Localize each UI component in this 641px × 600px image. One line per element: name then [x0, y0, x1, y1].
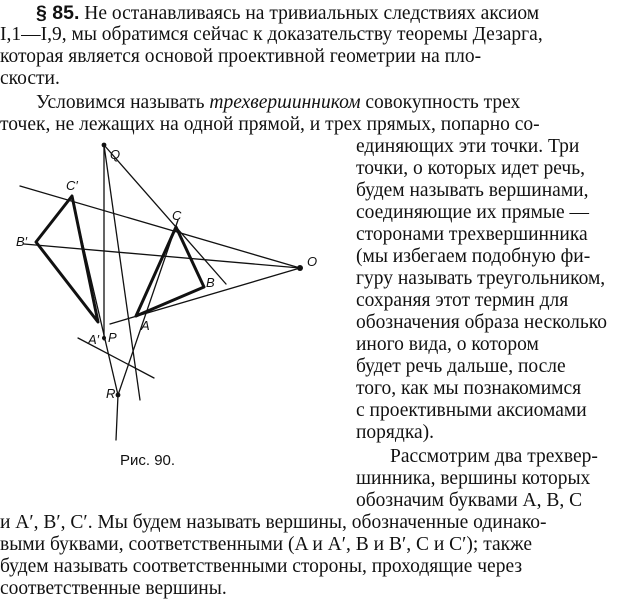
- text-line-4: скости.: [0, 68, 60, 89]
- point-O: [297, 265, 303, 271]
- point-P: [102, 336, 106, 340]
- wrap-line: шинника, вершины которых: [356, 468, 591, 489]
- label-R: R: [106, 386, 116, 401]
- label-A1: A′: [88, 332, 100, 347]
- wrap-line: обозначим буквами A, B, C: [356, 490, 583, 511]
- line-Q-B: [104, 145, 226, 284]
- section-number: § 85.: [36, 2, 80, 24]
- point-R: [116, 393, 121, 398]
- text-line: соответственные вершины.: [0, 578, 227, 599]
- wrap-line: порядка).: [356, 422, 435, 443]
- wrap-line: соединяющие их прямые —: [356, 202, 590, 223]
- label-C: C: [172, 208, 182, 223]
- label-B: B: [206, 275, 215, 290]
- text-line: выми буквами, соответственными (A и A′, B и B′, C и C′); также: [0, 534, 532, 555]
- figure-caption: Рис. 90.: [120, 452, 176, 469]
- wrap-line: точки, о которых идет речь,: [356, 158, 585, 179]
- wrap-line: (мы избегаем подобную фи-: [356, 246, 591, 267]
- term-trivertex: трехвершинником: [209, 92, 361, 113]
- wrap-line: гуру называть треугольником,: [356, 268, 606, 289]
- text-line-2: I,1—I,9, мы обратимся сейчас к доказательству теоремы Дезарга,: [0, 24, 543, 45]
- wrap-line: сохраняя этот термин для: [356, 290, 569, 311]
- desargues-diagram: [0, 126, 356, 446]
- wrap-line: Рассмотрим два трехвер-: [390, 446, 598, 467]
- label-O: O: [307, 254, 318, 269]
- text-line-3: которая является основой проективной геометрии на пло-: [0, 46, 482, 67]
- text-line-6: точек, не лежащих на одной прямой, и трех прямых, попарно со-: [0, 114, 540, 135]
- wrap-line: будет речь дальше, после: [356, 356, 566, 377]
- wrap-line: иного вида, о котором: [356, 334, 539, 355]
- label-Q: Q: [110, 147, 121, 162]
- wrap-line: единяющих эти точки. Три: [356, 136, 580, 157]
- text-line: будем называть соответственными стороны, проходящие через: [0, 556, 523, 577]
- figure-90-desargues: [0, 126, 356, 446]
- wrap-line: обозначения образа несколько: [356, 312, 607, 333]
- label-B1: B′: [16, 234, 28, 249]
- triangle-A1B1C1: [36, 196, 98, 322]
- label-C1: C′: [66, 178, 78, 193]
- wrap-line: с проективными аксиомами: [356, 400, 587, 421]
- point-Q: [102, 143, 107, 148]
- wrap-line: того, как мы познакомимся: [356, 378, 582, 399]
- wrap-line: сторонами трехвершинника: [356, 224, 588, 245]
- triangle-ABC: [136, 227, 204, 316]
- text-line-1: § 85. Не останавливаясь на тривиальных следствиях аксиом: [36, 2, 540, 24]
- line-R-ext: [116, 395, 118, 440]
- text-line: и A′, B′, C′. Мы будем называть вершины, обозначенные одинако-: [0, 512, 547, 533]
- text-line-5: Условимся называть трехвершинником совокупность трех: [36, 92, 521, 113]
- wrap-line: будем называть вершинами,: [356, 180, 589, 201]
- label-A: A: [141, 318, 150, 333]
- label-P: P: [108, 330, 117, 345]
